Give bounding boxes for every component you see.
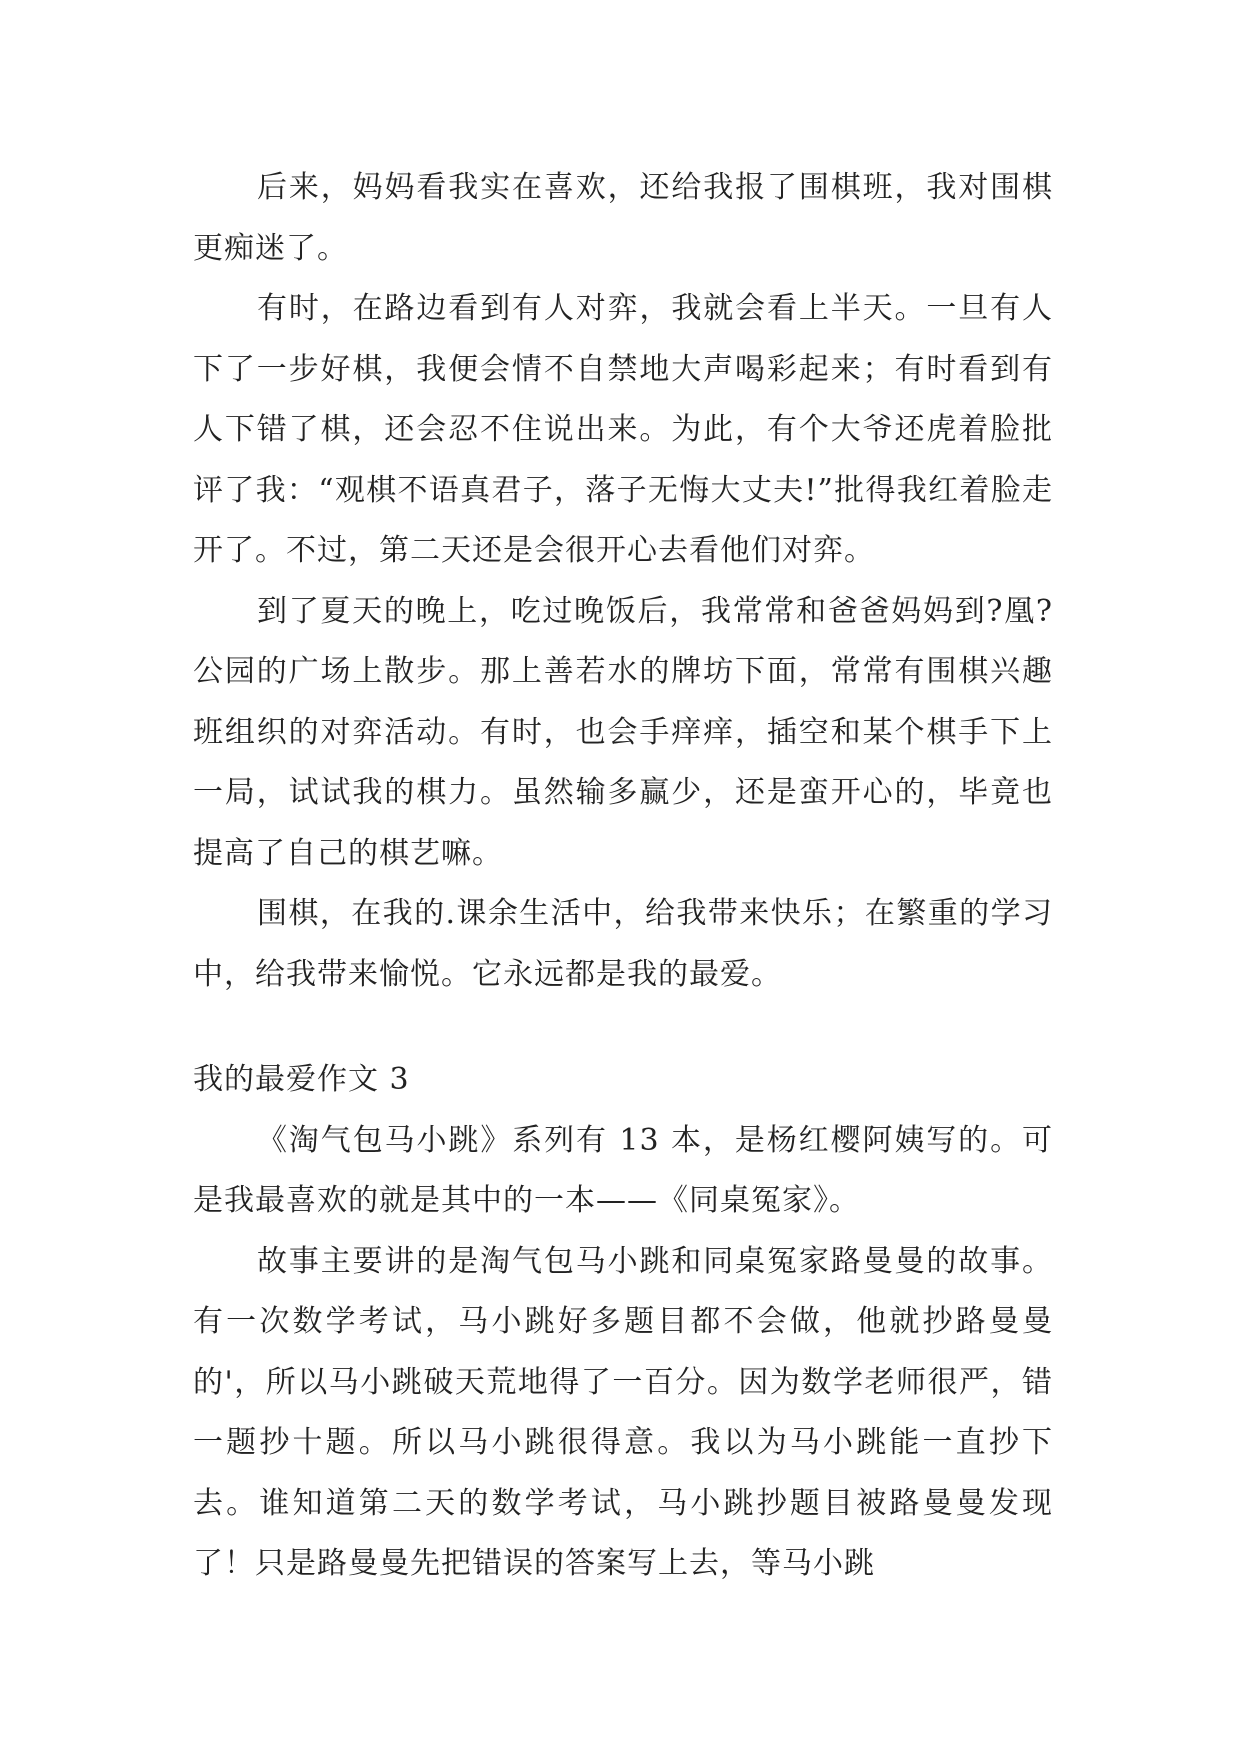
paragraph-1: 后来，妈妈看我实在喜欢，还给我报了围棋班，我对围棋更痴迷了。 <box>193 170 1053 266</box>
paragraph-3: 到了夏天的晚上，吃过晚饭后，我常常和爸爸妈妈到?凰?公园的广场上散步。那上善若水的牌坊下面，常常有围棋兴趣班组织的对弈活动。有时，也会手痒痒，插空和某个棋手下上一局，试试我的棋力。虽然输多赢少，还是蛮开心的，毕竟也提高了自己的棋艺嘛。 <box>193 593 1053 871</box>
section-heading: 我的最爱作文 3 <box>193 1062 410 1097</box>
paragraph-5: 《淘气包马小跳》系列有 13 本，是杨红樱阿姨写的。可是我最喜欢的就是其中的一本——《同桌冤家》。 <box>193 1122 1053 1218</box>
document-body <box>193 158 1053 1595</box>
paragraph-6: 故事主要讲的是淘气包马小跳和同桌冤家路曼曼的故事。有一次数学考试，马小跳好多题目都不会做，他就抄路曼曼的'，所以马小跳破天荒地得了一百分。因为数学老师很严，错一题抄十题。所以马小跳很得意。我以为马小跳能一直抄下去。谁知道第二天的数学考试，马小跳抄题目被路曼曼发现了！只是路曼曼先把错误的答案写上去，等马小跳 <box>193 1243 1053 1581</box>
paragraph-2: 有时，在路边看到有人对弈，我就会看上半天。一旦有人下了一步好棋，我便会情不自禁地大声喝彩起来；有时看到有人下错了棋，还会忍不住说出来。为此，有个大爷还虎着脸批评了我：“观棋不语真君子，落子无悔大丈夫!”批得我红着脸走开了。不过，第二天还是会很开心去看他们对弈。 <box>193 291 1053 568</box>
paragraph-4: 围棋，在我的.课余生活中，给我带来快乐；在繁重的学习中，给我带来愉悦。它永远都是我的最爱。 <box>193 896 1053 992</box>
